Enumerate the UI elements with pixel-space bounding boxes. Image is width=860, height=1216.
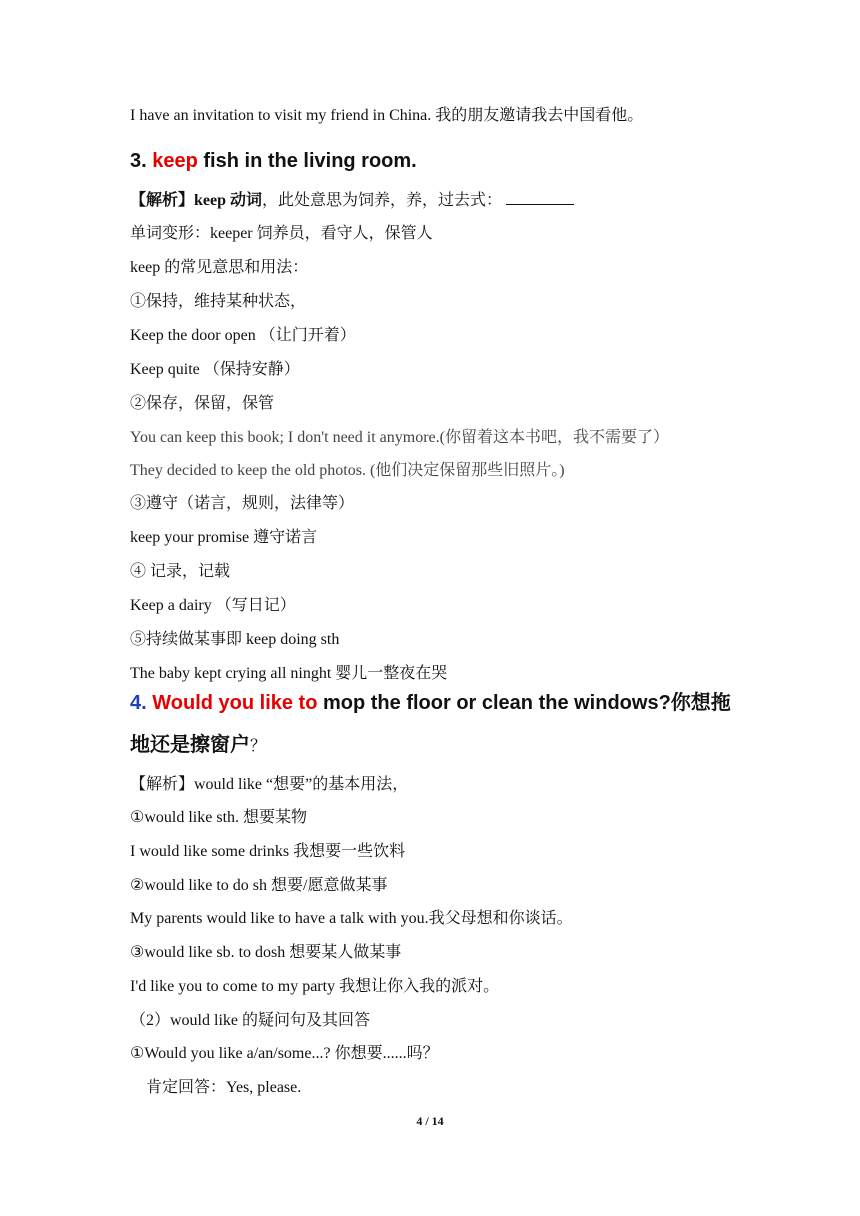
text-line: You can keep this book; I don't need it anymore.(你留着这本书吧，我不需要了） [130, 429, 669, 446]
text-line: Keep the door open （让门开着） [130, 327, 356, 344]
text-line: 肯定回答：Yes, please. [130, 1079, 302, 1096]
analysis-tag: 【解析】keep 动词 [130, 192, 263, 209]
text-line: ①would like sth. 想要某物 [130, 809, 308, 826]
text-line: ③遵守（诺言，规则，法律等） [130, 495, 355, 512]
analysis-line [130, 190, 574, 211]
heading-text: fish in the living room. [197, 150, 417, 172]
section-heading-4 [130, 690, 731, 716]
text-line: keep 的常见意思和用法： [130, 259, 309, 276]
text-line: They decided to keep the old photos. (他们决定保留那些旧照片。) [130, 462, 565, 479]
section-heading-3 [130, 148, 417, 174]
text-line: ①保持，维持某种状态， [130, 293, 307, 310]
text-line: ⑤持续做某事即 keep doing sth [130, 631, 340, 648]
heading-punct: ？ [250, 738, 267, 755]
heading-number: 4. [130, 692, 153, 714]
text-line: I would like some drinks 我想要一些饮料 [130, 843, 406, 860]
text-line: ①Would you like a/an/some...? 你想要......吗？ [130, 1045, 439, 1062]
analysis-line: 【解析】would like “想要”的基本用法， [130, 776, 409, 793]
text-line: I have an invitation to visit my friend in China. 我的朋友邀请我去中国看他。 [130, 107, 644, 124]
page-number: 4 / 14 [416, 1114, 444, 1128]
heading-text: mop the floor or clean the windows?你想拖 [317, 692, 731, 714]
text-line: Keep quite （保持安静） [130, 361, 300, 378]
text-line: ③would like sb. to dosh 想要某人做某事 [130, 944, 402, 961]
text-line: ②保存，保留，保管 [130, 395, 275, 412]
section-heading-4-cont [130, 732, 266, 760]
answer-blank[interactable] [506, 190, 574, 205]
heading-keyword: Would you like to [152, 692, 318, 714]
heading-number: 3. [130, 150, 153, 172]
heading-keyword: keep [152, 150, 198, 172]
heading-text: 地还是擦窗户 [130, 734, 250, 756]
text-line: My parents would like to have a talk with you.我父母想和你谈话。 [130, 910, 573, 927]
text-line: （2）would like 的疑问句及其回答 [130, 1012, 370, 1029]
text-line: 单词变形：keeper 饲养员，看守人，保管人 [130, 225, 433, 242]
text-line: ④ 记录，记载 [130, 563, 231, 580]
text-line: keep your promise 遵守诺言 [130, 529, 318, 546]
text-line: ②would like to do sh 想要/愿意做某事 [130, 877, 388, 894]
text-line: I'd like you to come to my party 我想让你入我的派对。 [130, 978, 500, 995]
text-line: The baby kept crying all ninght 婴儿一整夜在哭 [130, 665, 448, 682]
analysis-text: ，此处意思为饲养，养，过去式： [262, 192, 503, 209]
text-line: Keep a dairy （写日记） [130, 597, 296, 614]
